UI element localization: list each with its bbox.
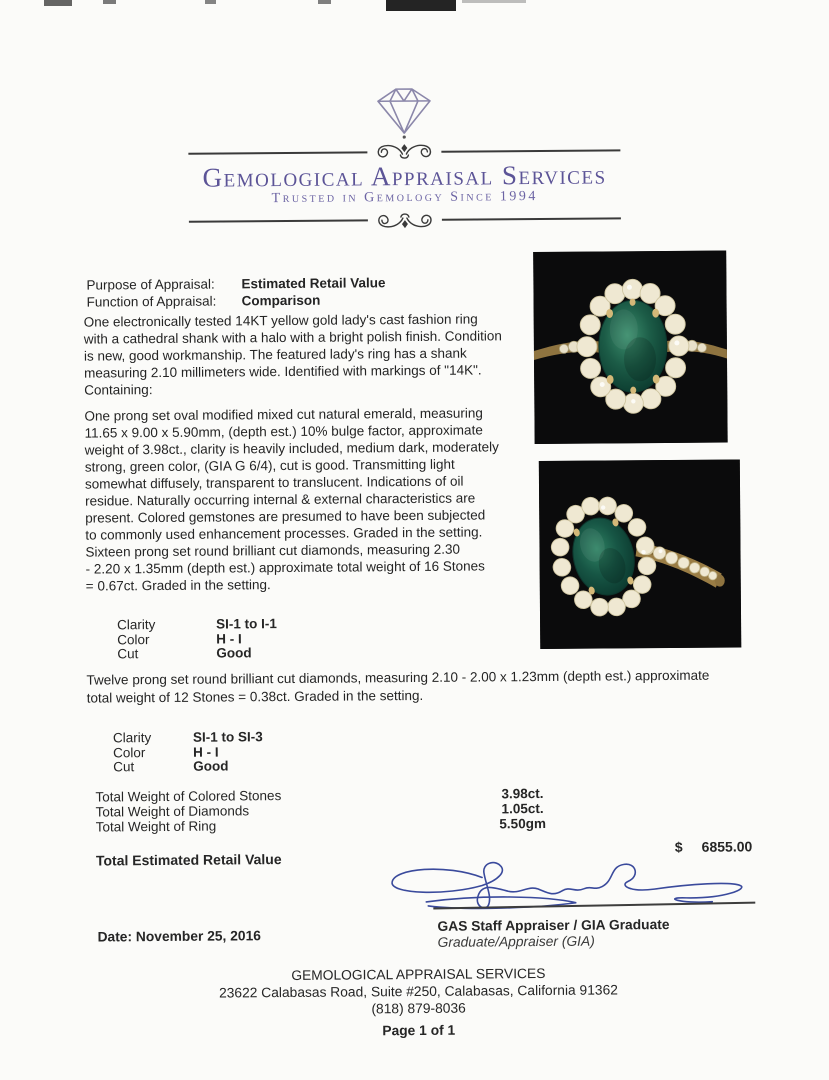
paragraph-sixteen-diamonds: Sixteen prong set round brilliant cut diamonds, measuring 2.30 - 2.20 x 1.35mm (depth est.) approximate total weight of 16 Stones = 0.67ct. Graded in the setting.: [85, 541, 485, 594]
footer-company: GEMOLOGICAL APPRAISAL SERVICES: [291, 965, 546, 983]
paragraph-twelve-diamonds: Twelve prong set round brilliant cut diamonds, measuring 2.10 - 2.00 x 1.23mm (depth est.) approximate total weight of 12 Stones = 0.38ct. Graded in the setting.: [86, 667, 710, 706]
total-diamonds-label: Total Weight of Diamonds: [95, 803, 250, 820]
rule-line: [189, 219, 368, 222]
purpose-row: [86, 274, 385, 293]
grading-table-1: [117, 617, 277, 662]
color-value: H - I: [216, 630, 242, 647]
table-row: [117, 617, 277, 633]
function-label: Function of Appraisal:: [86, 293, 217, 310]
appraisal-date: Date: November 25, 2016: [97, 928, 261, 945]
total-row: [96, 816, 565, 835]
diamond-icon: [368, 84, 440, 141]
cut-label: Cut: [117, 646, 139, 662]
logo-tagline: Trusted in Gemology Since 1994: [271, 189, 538, 207]
total-diamonds-value: 1.05ct.: [501, 801, 544, 817]
table-row: [113, 759, 263, 775]
logo: [188, 82, 621, 233]
total-ring-weight-label: Total Weight of Ring: [95, 818, 217, 835]
totals-section: [95, 786, 564, 835]
clarity-label: Clarity: [117, 617, 156, 633]
clarity-value: SI-1 to SI-3: [192, 729, 263, 745]
total-ring-weight-value: 5.50gm: [499, 816, 546, 832]
ring-photo-side-view: [539, 459, 741, 649]
ornament-rule-bottom: [189, 206, 621, 233]
table-row: [117, 632, 277, 648]
function-value: Comparison: [241, 292, 321, 309]
total-colored-stones-label: Total Weight of Colored Stones: [95, 788, 282, 805]
rule-line: [442, 217, 621, 220]
appraisal-meta: [86, 274, 385, 310]
currency-symbol: $: [674, 838, 683, 855]
cut-value: Good: [216, 645, 252, 661]
ring-top-view-image: [533, 251, 728, 445]
color-value: H - I: [193, 744, 219, 760]
total-colored-stones-value: 3.98ct.: [501, 785, 544, 802]
page-number: Page 1 of 1: [382, 1023, 456, 1039]
appraiser-subtitle: Graduate/Appraiser (GIA): [437, 933, 595, 950]
ring-side-view-image: [539, 459, 741, 649]
footer-phone: (818) 879-8036: [371, 1000, 466, 1016]
appraiser-title: GAS Staff Appraiser / GIA Graduate: [437, 917, 670, 934]
rule-line: [441, 149, 620, 152]
rule-line: [188, 151, 367, 154]
footer-address: 23622 Calabasas Road, Suite #250, Calabasas, California 91362: [218, 982, 618, 1001]
purpose-value: Estimated Retail Value: [241, 275, 386, 292]
clarity-value: SI-1 to I-1: [216, 616, 277, 632]
grading-table-2: [113, 730, 263, 775]
footer: [4, 964, 829, 1044]
clarity-label: Clarity: [112, 730, 152, 746]
table-row: [113, 730, 263, 746]
ring-photo-top-view: [533, 251, 728, 445]
cut-value: Good: [193, 758, 229, 774]
color-label: Color: [117, 631, 150, 647]
scroll-flourish-icon: [372, 208, 438, 233]
purpose-label: Purpose of Appraisal:: [86, 276, 215, 293]
retail-amount: 6855.00: [701, 838, 753, 855]
cut-label: Cut: [113, 759, 135, 775]
table-row: [117, 646, 277, 662]
paragraph-emerald-description: One prong set oval modified mixed cut natural emerald, measuring 11.65 x 9.00 x 5.90mm, (depth est.) 10% bulge factor, approximate weight of 3.98ct., clarity is heavily included, medium dark, moderately strong, green color, (GIA G 6/4), cut is good. Transmitting light somewhat diffusely, transparent to translucent. Indications of oil residue. Naturally occurring internal & external characteristics are present. Colored gemstones are presumed to have been subjected to commonly used enhancement processes. Graded in the setting.: [84, 405, 499, 543]
logo-title: Gemological Appraisal Services: [202, 159, 607, 193]
paragraph-ring-description: One electronically tested 14KT yellow gold lady's cast fashion ring with a cathedral shank with a halo with a bright polish finish. Condition is new, good workmanship. The featured lady's ring has a shank measuring 2.10 millimeters wide. Identified with markings of "14K". Containing:: [83, 311, 502, 398]
retail-value-label: Total Estimated Retail Value: [95, 851, 282, 869]
color-label: Color: [113, 744, 146, 760]
table-row: [113, 745, 263, 761]
function-row: [86, 291, 385, 310]
